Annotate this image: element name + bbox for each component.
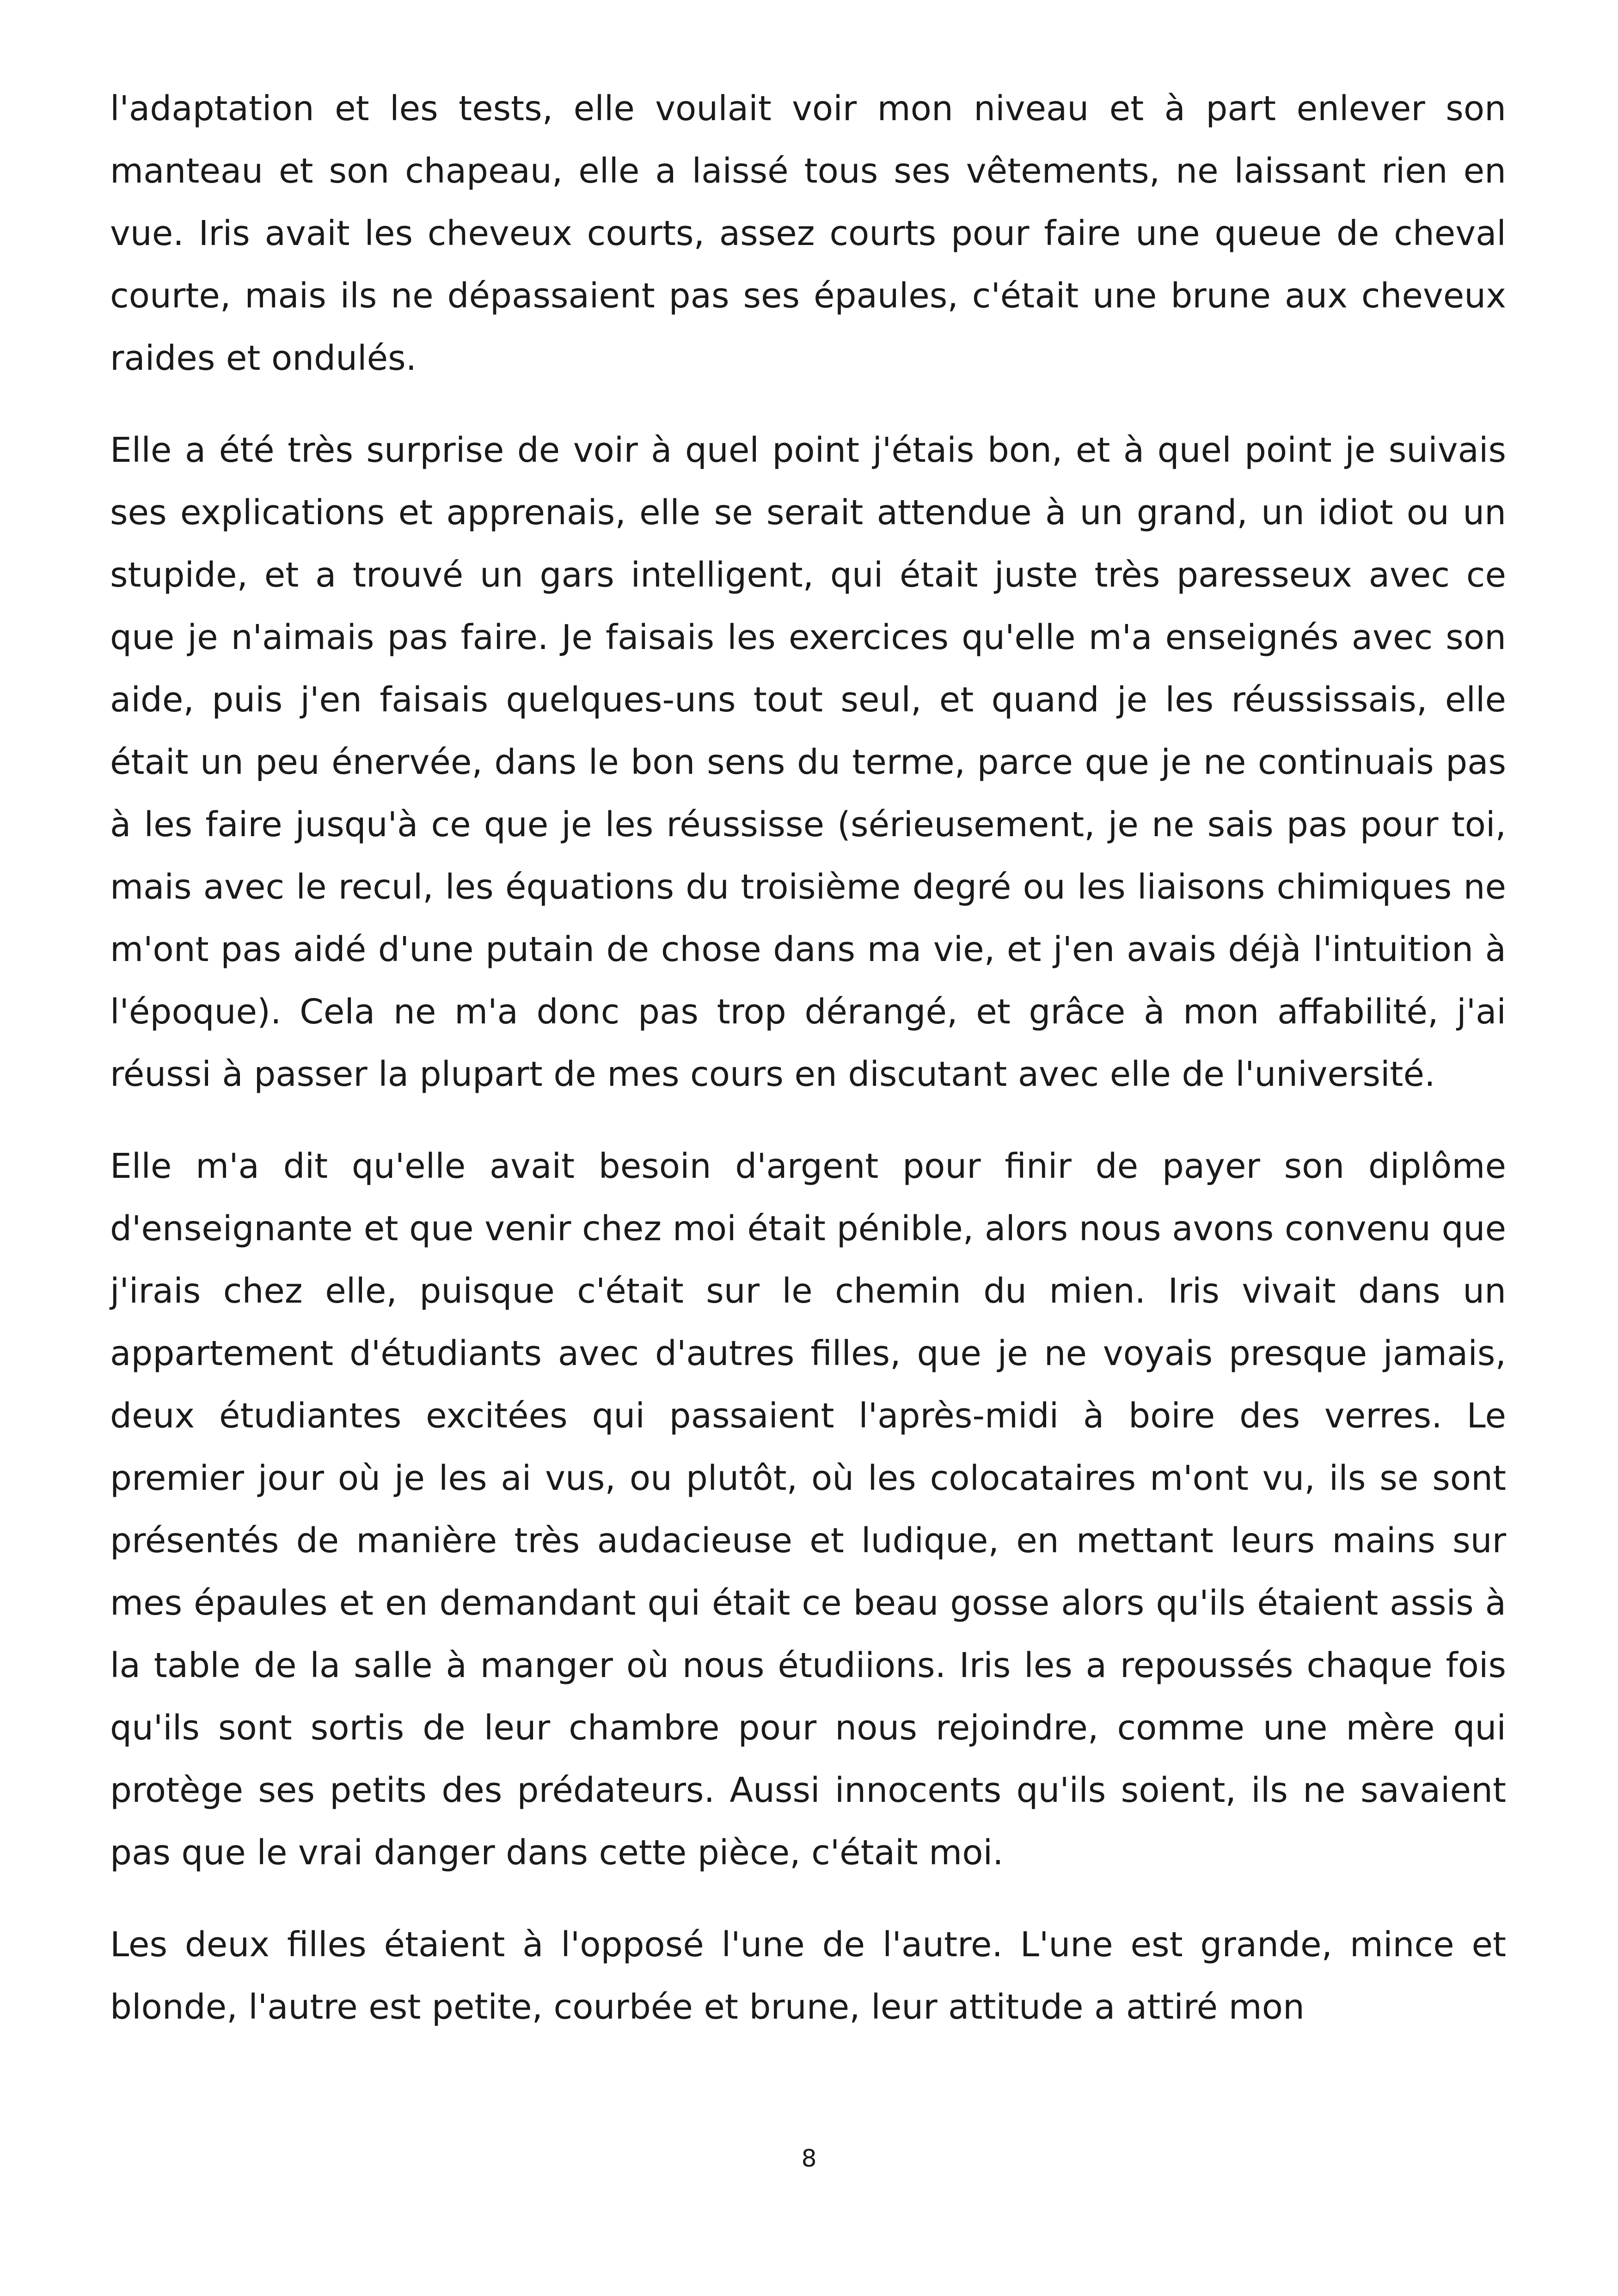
paragraph: l'adaptation et les tests, elle voulait voir mon niveau et à part enlever son manteau et son chapeau, elle a laissé tous ses vêtements, ne laissant rien en vue. Iris avait les cheveux courts, assez courts pour faire une queue de cheval courte, mais ils ne dépassaient pas ses épaules, c'était une brune aux cheveux raides et ondulés.	[110, 89, 1506, 378]
body-text	[110, 78, 1506, 2039]
paragraph: Les deux filles étaient à l'opposé l'une de l'autre. L'une est grande, mince et blonde, l'autre est petite, courbée et brune, leur attitude a attiré mon	[110, 1925, 1506, 2027]
page-number: 8	[801, 2145, 817, 2173]
paragraph: Elle m'a dit qu'elle avait besoin d'argent pour finir de payer son diplôme d'enseignante et que venir chez moi était pénible, alors nous avons convenu que j'irais chez elle, puisque c'était sur le chemin du mien. Iris vivait dans un appartement d'étudiants avec d'autres filles, que je ne voyais presque jamais, deux étudiantes excitées qui passaient l'après-midi à boire des verres. Le premier jour où je les ai vus, ou plutôt, où les colocataires m'ont vu, ils se sont présentés de manière très audacieuse et ludique, en mettant leurs mains sur mes épaules et en demandant qui était ce beau gosse alors qu'ils étaient assis à la table de la salle à manger où nous étudiions. Iris les a repoussés chaque fois qu'ils sont sortis de leur chambre pour nous rejoindre, comme une mère qui protège ses petits des prédateurs. Aussi innocents qu'ils soient, ils ne savaient pas que le vrai danger dans cette pièce, c'était moi.	[110, 1146, 1506, 1873]
paragraph: Elle a été très surprise de voir à quel point j'étais bon, et à quel point je suivais ses explications et apprenais, elle se serait attendue à un grand, un idiot ou un stupide, et a trouvé un gars intelligent, qui était juste très paresseux avec ce que je n'aimais pas faire. Je faisais les exercices qu'elle m'a enseignés avec son aide, puis j'en faisais quelques-uns tout seul, et quand je les réussissais, elle était un peu énervée, dans le bon sens du terme, parce que je ne continuais pas à les faire jusqu'à ce que je les réussisse (sérieusement, je ne sais pas pour toi, mais avec le recul, les équations du troisième degré ou les liaisons chimiques ne m'ont pas aidé d'une putain de chose dans ma vie, et j'en avais déjà l'intuition à l'époque). Cela ne m'a donc pas trop dérangé, et grâce à mon affabilité, j'ai réussi à passer la plupart de mes cours en discutant avec elle de l'université.	[110, 430, 1506, 1094]
